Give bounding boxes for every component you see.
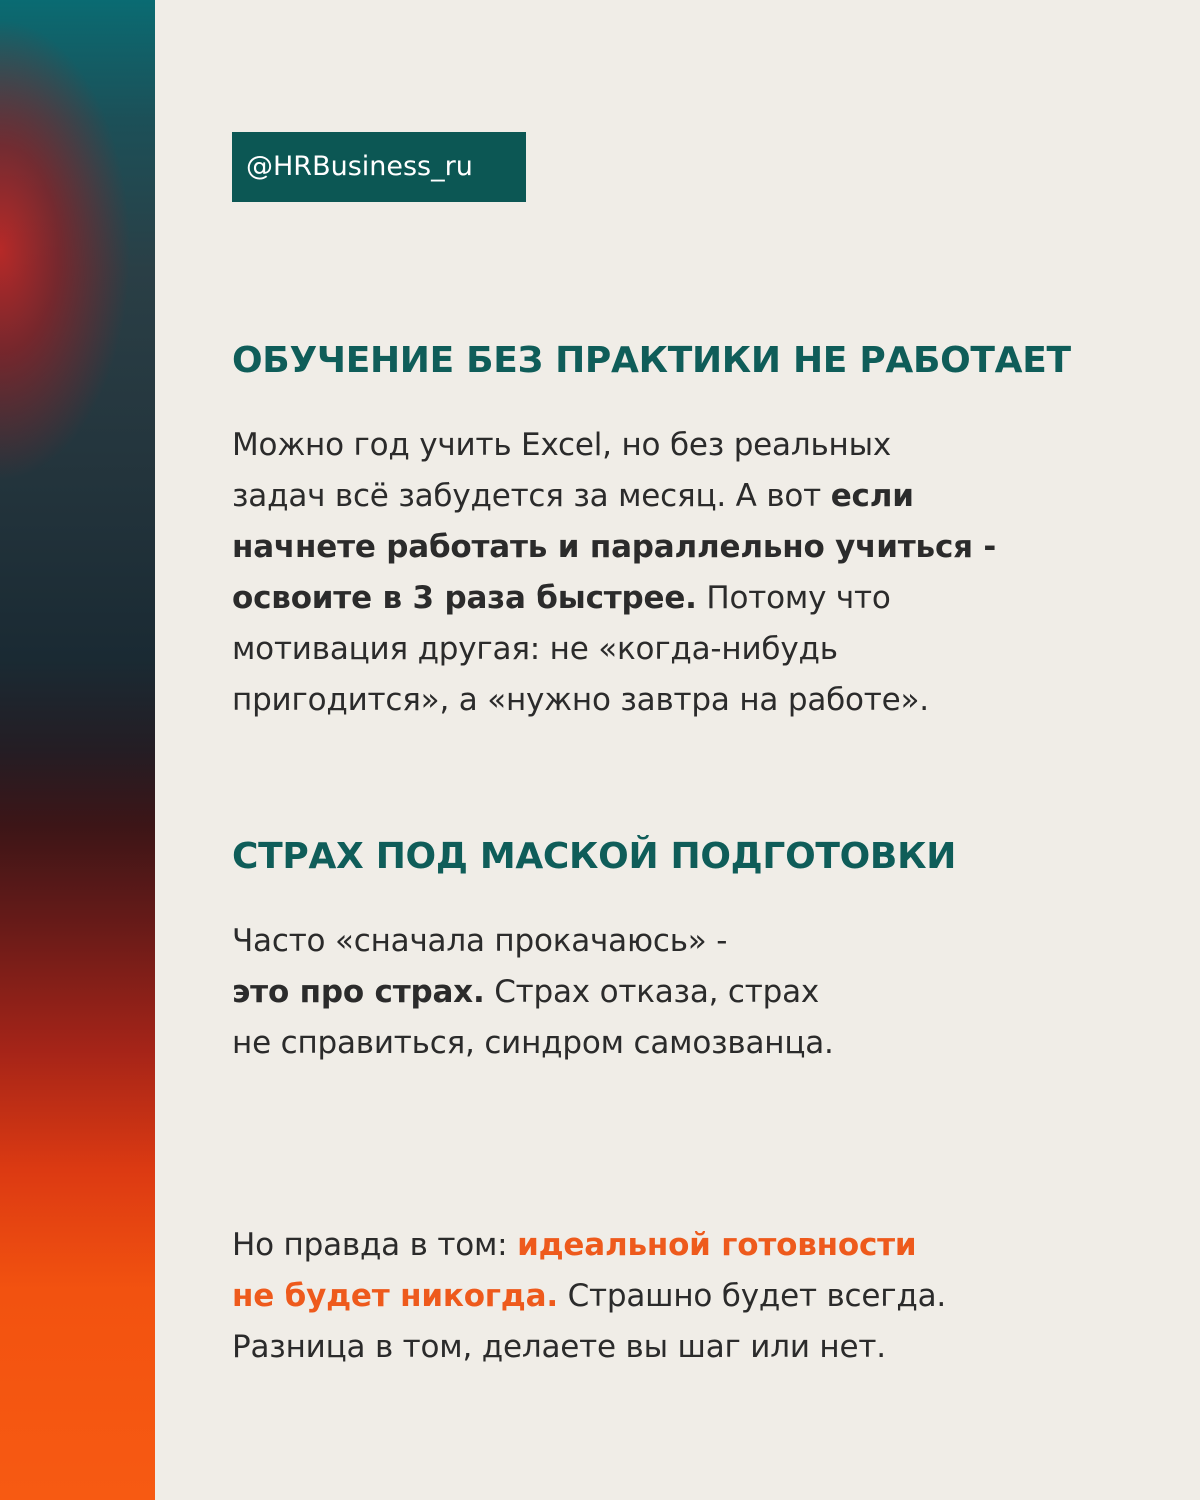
section-title-fear: СТРАХ ПОД МАСКОЙ ПОДГОТОВКИ xyxy=(232,836,957,877)
text-span: мотивация другая: не «когда-нибудь xyxy=(232,631,838,667)
text-span: Страх отказа, страх xyxy=(484,974,820,1010)
accent-span: идеальной готовности xyxy=(517,1227,917,1263)
section-body-practice xyxy=(232,420,1092,726)
text-span: Разница в том, делаете вы шаг или нет. xyxy=(232,1329,886,1365)
text-line xyxy=(232,573,1092,624)
account-handle-badge xyxy=(232,132,526,202)
text-line xyxy=(232,624,1092,675)
text-span: Потому что xyxy=(696,580,891,616)
text-span: Часто «сначала прокачаюсь» - xyxy=(232,923,728,959)
text-span: Но правда в том: xyxy=(232,1227,518,1263)
bold-span: это про страх. xyxy=(232,974,485,1010)
text-span: задач всё забудется за месяц. А вот xyxy=(232,478,831,514)
section-body-fear xyxy=(232,916,1092,1069)
text-line xyxy=(232,916,1092,967)
section-title-practice: ОБУЧЕНИЕ БЕЗ ПРАКТИКИ НЕ РАБОТАЕТ xyxy=(232,340,1071,381)
accent-span: не будет никогда. xyxy=(232,1278,558,1314)
text-line xyxy=(232,522,1092,573)
decorative-gradient-strip xyxy=(0,0,155,1500)
text-line xyxy=(232,967,1092,1018)
account-handle-text: @HRBusiness_ru xyxy=(246,151,473,182)
closing-statement xyxy=(232,1220,1092,1373)
bold-span: освоите в 3 раза быстрее. xyxy=(232,580,697,616)
bold-span: если xyxy=(830,478,914,514)
text-line xyxy=(232,1018,1092,1069)
text-line xyxy=(232,1271,1092,1322)
text-span: Страшно будет всегда. xyxy=(557,1278,947,1314)
text-line xyxy=(232,1220,1092,1271)
text-line xyxy=(232,471,1092,522)
text-line xyxy=(232,675,1092,726)
text-span: пригодится», а «нужно завтра на работе». xyxy=(232,682,929,718)
text-span: не справиться, синдром самозванца. xyxy=(232,1025,834,1061)
text-line xyxy=(232,1322,1092,1373)
text-line xyxy=(232,420,1092,471)
text-span: Можно год учить Excel, но без реальных xyxy=(232,427,892,463)
bold-span: начнете работать и параллельно учиться - xyxy=(232,529,997,565)
